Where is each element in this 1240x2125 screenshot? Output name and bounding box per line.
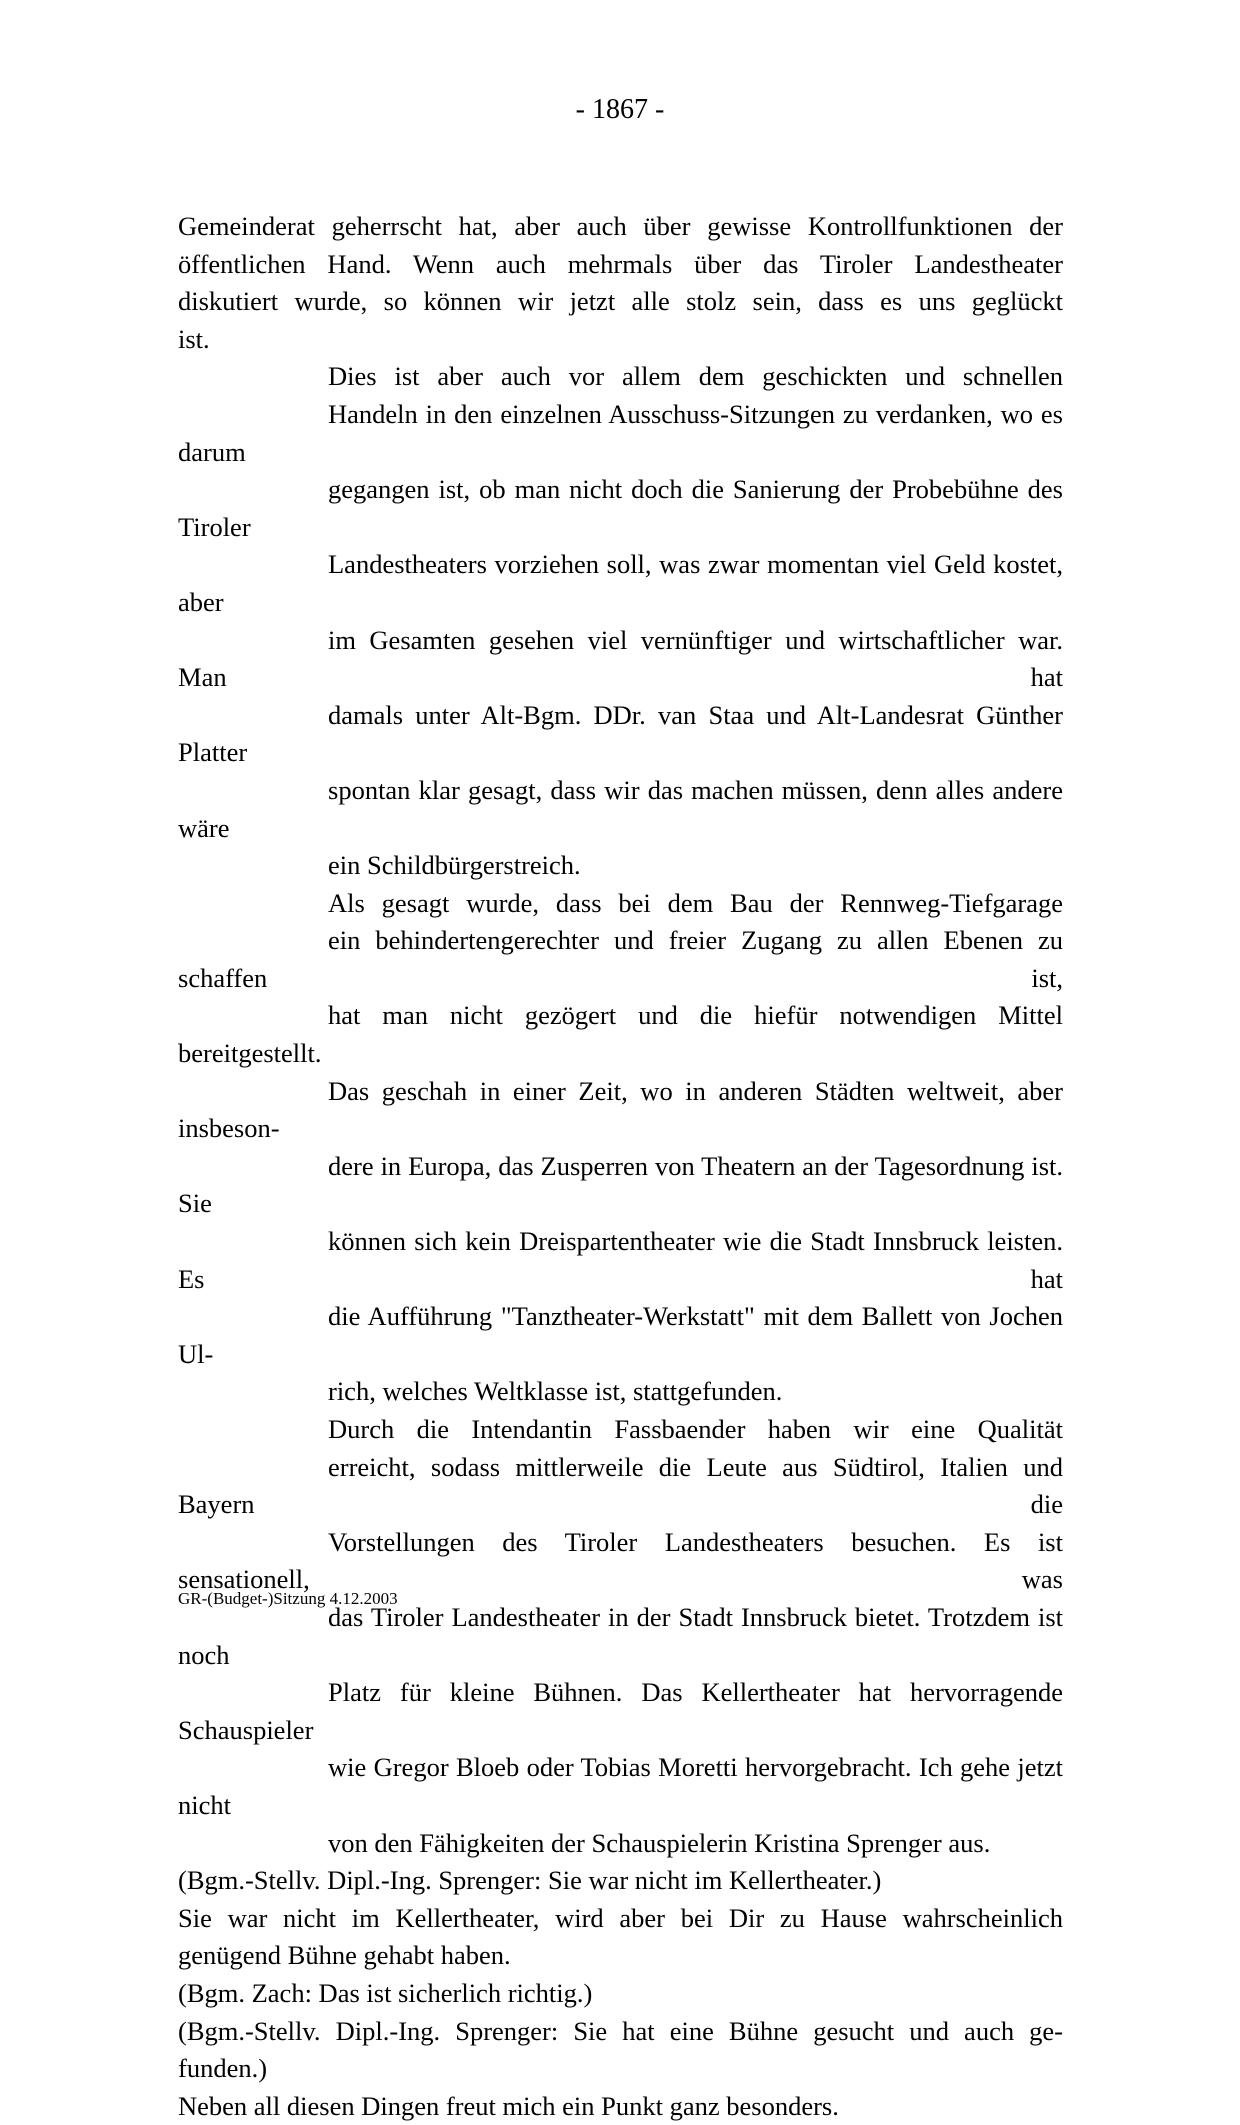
text-line: diskutiert wurde, so können wir jetzt alle stolz sein, dass es uns geglückt (178, 286, 1063, 317)
text-line: rich, welches Weltklasse ist, stattgefunden. (328, 1376, 783, 1407)
text-line: erreicht, sodass mittlerweile die Leute aus Südtirol, Italien und Bayern die (178, 1451, 1063, 1520)
text-line: Landestheaters vorziehen soll, was zwar momentan viel Geld kostet, aber (178, 549, 1063, 617)
text-line: die Aufführung "Tanztheater-Werkstatt" mit dem Ballett von Jochen Ul- (178, 1301, 1063, 1369)
text-line: öffentlichen Hand. Wenn auch mehrmals über das Tiroler Landestheater (178, 248, 1063, 279)
text-line: ist. (178, 323, 210, 354)
text-line: Gemeinderat geherrscht hat, aber auch über gewisse Kontrollfunktionen der (178, 211, 1063, 241)
paragraph (178, 1862, 1063, 1900)
text-line: ein behindertengerechter und freier Zugang zu allen Ebenen zu schaffen ist, (178, 925, 1063, 993)
text-line: hat man nicht gezögert und die hiefür notwendigen Mittel bereitgestellt. (178, 1000, 1063, 1069)
text-line: dere in Europa, das Zusperren von Theatern an der Tagesordnung ist. Sie (178, 1150, 1063, 1219)
text-line: Dies ist aber auch vor allem dem geschickten und schnellen (328, 361, 1063, 392)
text-line: können sich kein Dreispartentheater wie die Stadt Innsbruck leisten. Es hat (178, 1226, 1063, 1294)
text-line: das Tiroler Landestheater in der Stadt Innsbruck bietet. Trotzdem ist noch (178, 1601, 1063, 1670)
text-line: damals unter Alt-Bgm. DDr. van Staa und Alt-Landesrat Günther Platter (178, 699, 1063, 768)
text-line: spontan klar gesagt, dass wir das machen müssen, denn alles andere wäre (178, 774, 1063, 843)
text-line: im Gesamten gesehen viel vernünftiger und wirtschaftlicher war. Man hat (178, 624, 1063, 693)
text-line: Als gesagt wurde, dass bei dem Bau der Rennweg-Tiefgarage (328, 887, 1063, 918)
text-line: Durch die Intendantin Fassbaender haben wir eine Qualität (328, 1414, 1063, 1444)
text-line: Platz für kleine Bühnen. Das Kellertheater hat hervorragende Schauspieler (178, 1677, 1063, 1745)
footer-session-label: GR-(Budget-)Sitzung 4.12.2003 (178, 1589, 398, 1608)
paragraph (178, 2013, 1063, 2088)
text-line: Handeln in den einzelnen Ausschuss-Sitzungen zu verdanken, wo es darum (178, 398, 1063, 467)
page-number: - 1867 - (575, 94, 665, 125)
paragraph (178, 208, 1063, 358)
text-line: von den Fähigkeiten der Schauspielerin Kristina Sprenger aus. (328, 1827, 991, 1858)
text-line: Vorstellungen des Tiroler Landestheaters besuchen. Es ist sensationell, was (178, 1526, 1063, 1595)
body-text (178, 208, 1063, 2125)
text-line: ein Schildbürgerstreich. (328, 850, 581, 881)
paragraph (178, 2088, 1063, 2125)
text-line: Neben all diesen Dingen freut mich ein Punkt ganz besonders. (178, 2090, 839, 2121)
text-line: Sie war nicht im Kellertheater, wird aber bei Dir zu Hause wahrscheinlich (178, 1902, 1063, 1933)
text-line: genügend Bühne gehabt haben. (178, 1940, 511, 1971)
text-line: gegangen ist, ob man nicht doch die Sanierung der Probebühne des Tiroler (178, 474, 1063, 542)
text-line: (Bgm. Zach: Das ist sicherlich richtig.) (178, 1977, 593, 2008)
text-line: (Bgm.-Stellv. Dipl.-Ing. Sprenger: Sie hat eine Bühne gesucht und auch ge- (178, 2015, 1063, 2046)
paragraph (178, 1900, 1063, 1975)
paragraph (178, 1411, 1063, 1862)
paragraph (178, 885, 1063, 1411)
text-line: wie Gregor Bloeb oder Tobias Moretti hervorgebracht. Ich gehe jetzt nicht (178, 1752, 1063, 1820)
paragraph (178, 1975, 1063, 2013)
text-line: funden.) (178, 2053, 268, 2084)
paragraph (178, 358, 1063, 884)
text-line: (Bgm.-Stellv. Dipl.-Ing. Sprenger: Sie war nicht im Kellertheater.) (178, 1865, 882, 1896)
text-line: Das geschah in einer Zeit, wo in anderen Städten weltweit, aber insbeson- (178, 1075, 1063, 1144)
